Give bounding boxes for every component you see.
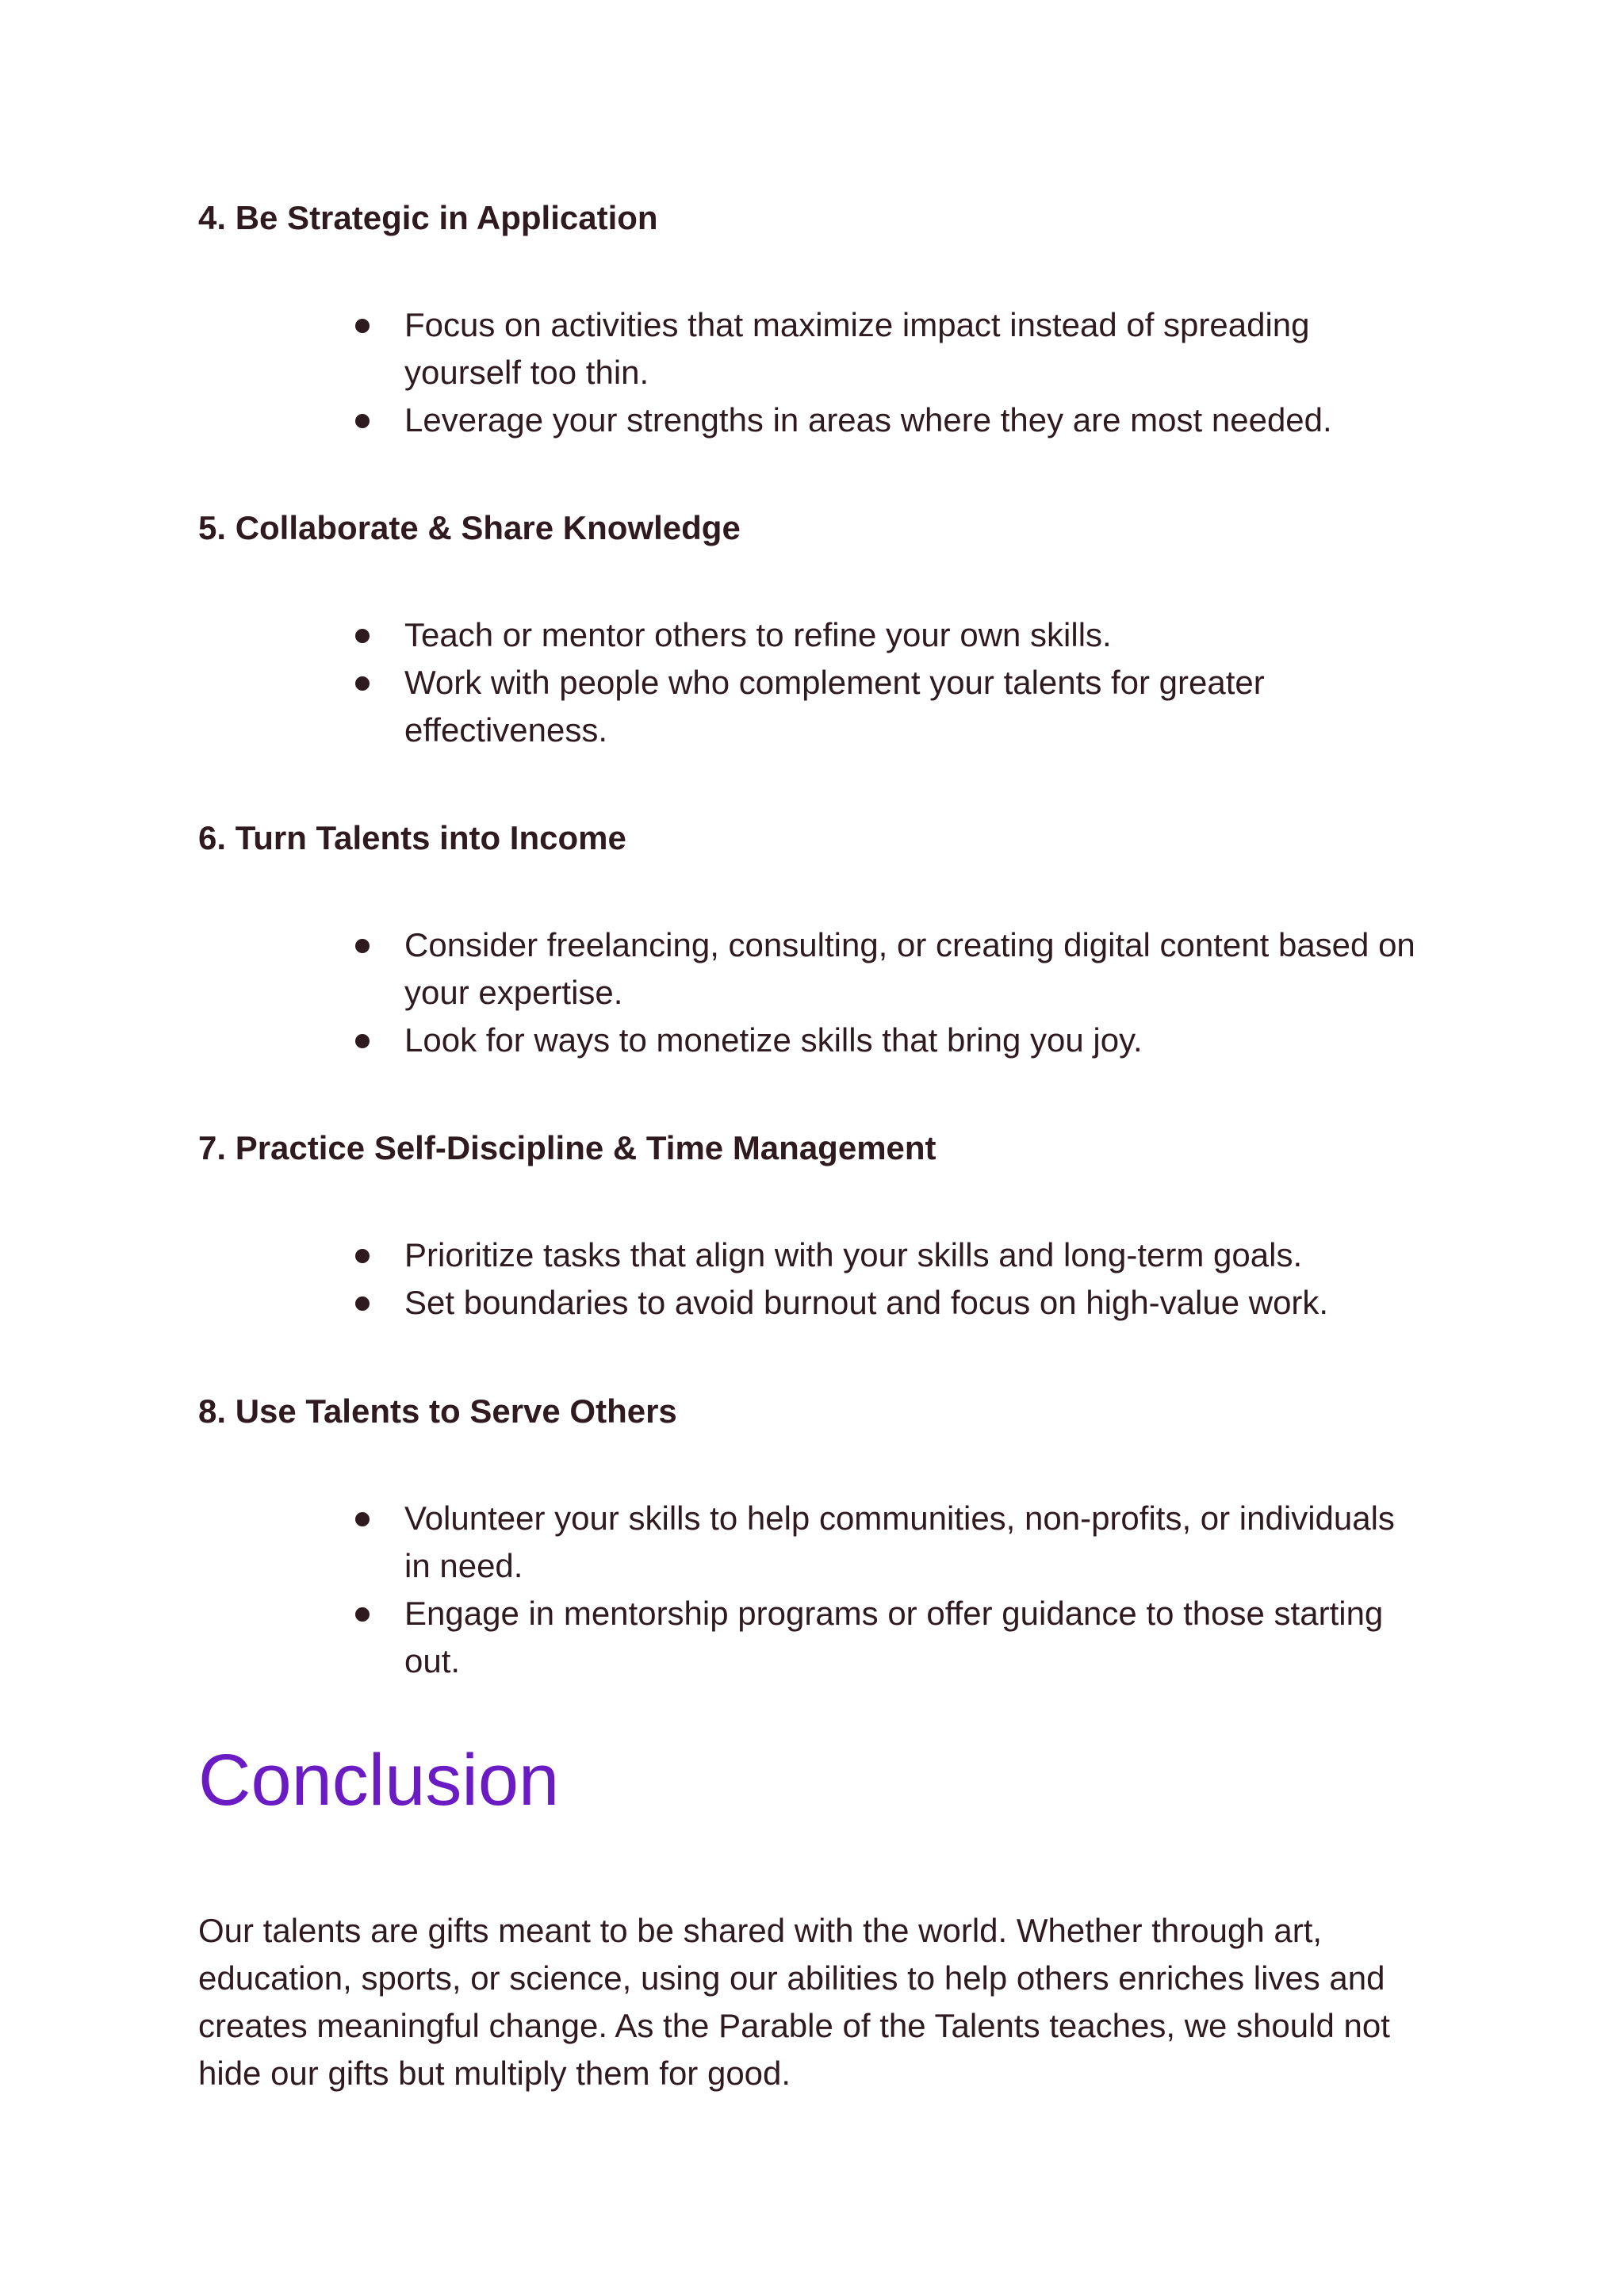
list-item: Set boundaries to avoid burnout and focus on high-value work. — [198, 1279, 1419, 1327]
bullet-list-6 — [198, 921, 1435, 1064]
section-heading-6: 6. Turn Talents into Income — [198, 819, 626, 856]
bullet-icon — [355, 1296, 370, 1311]
bullet-icon — [355, 319, 370, 333]
list-item: Volunteer your skills to help communities, non-profits, or individuals in need. — [198, 1495, 1419, 1590]
bullet-list-8 — [198, 1495, 1435, 1685]
bullet-icon — [355, 939, 370, 953]
conclusion-body: Our talents are gifts meant to be shared with the world. Whether through art, education, sports, or science, using our abilities to help others enriches lives and creates meaningful change. As the Parable of the Talents teaches, we should not hide our gifts but multiply them for good. — [198, 1912, 1390, 2092]
section-heading-5: 5. Collaborate & Share Knowledge — [198, 509, 741, 546]
bullet-list-7 — [198, 1231, 1435, 1327]
bullet-icon — [355, 1512, 370, 1526]
list-item: Look for ways to monetize skills that bring you joy. — [198, 1017, 1419, 1064]
section-heading-8: 8. Use Talents to Serve Others — [198, 1392, 677, 1430]
list-item: Engage in mentorship programs or offer guidance to those starting out. — [198, 1590, 1419, 1685]
bullet-icon — [355, 1034, 370, 1048]
section-heading-4: 4. Be Strategic in Application — [198, 199, 658, 236]
list-item: Focus on activities that maximize impact instead of spreading yourself too thin. — [198, 301, 1419, 396]
bullet-icon — [355, 676, 370, 691]
bullet-list-5 — [198, 611, 1435, 754]
bullet-icon — [355, 629, 370, 643]
list-item: Work with people who complement your talents for greater effectiveness. — [198, 659, 1419, 754]
bullet-icon — [355, 414, 370, 428]
bullet-icon — [355, 1607, 370, 1622]
bullet-list-4 — [198, 301, 1435, 444]
bullet-icon — [355, 1249, 370, 1263]
list-item: Leverage your strengths in areas where they are most needed. — [198, 396, 1419, 444]
conclusion-title: Conclusion — [198, 1740, 560, 1821]
list-item: Prioritize tasks that align with your skills and long-term goals. — [198, 1231, 1419, 1279]
list-item: Consider freelancing, consulting, or creating digital content based on your expertise. — [198, 921, 1419, 1017]
list-item: Teach or mentor others to refine your own skills. — [198, 611, 1419, 659]
section-heading-7: 7. Practice Self-Discipline & Time Management — [198, 1129, 936, 1166]
